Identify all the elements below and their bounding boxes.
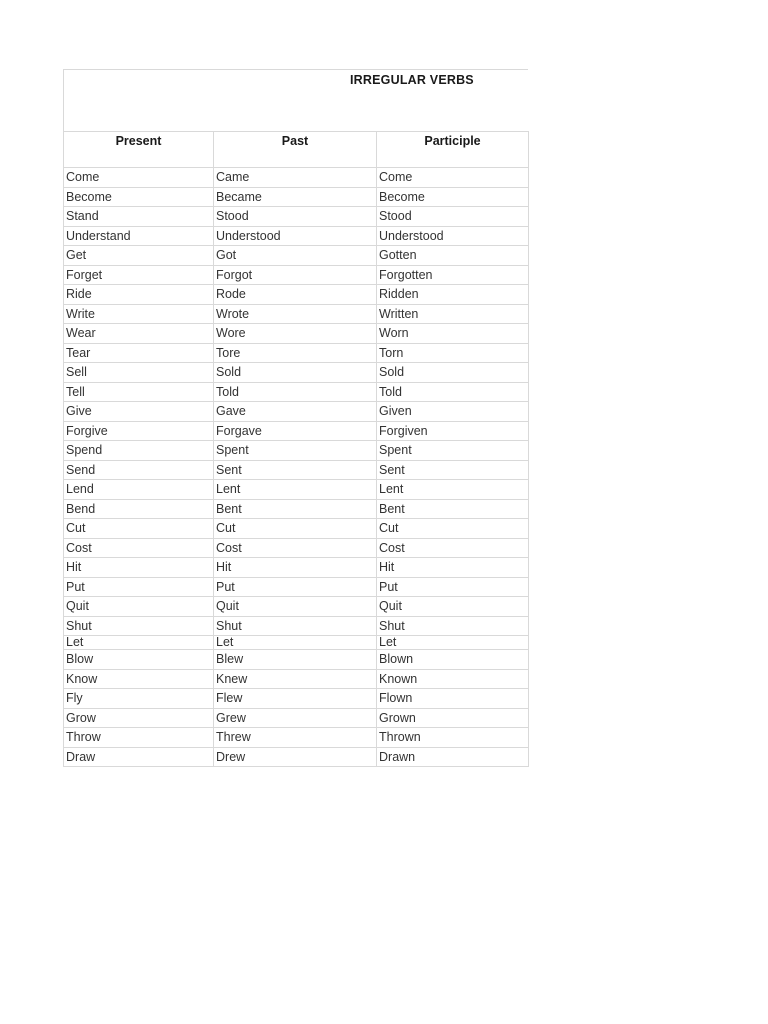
cell-past: Told <box>214 382 377 402</box>
cell-present: Grow <box>64 708 214 728</box>
cell-past: Rode <box>214 285 377 305</box>
table-row <box>64 650 529 670</box>
cell-present: Sell <box>64 363 214 383</box>
cell-present: Hit <box>64 558 214 578</box>
cell-past: Flew <box>214 689 377 709</box>
cell-participle: Cost <box>377 538 529 558</box>
table-row <box>64 558 529 578</box>
cell-present: Cut <box>64 519 214 539</box>
cell-past: Gave <box>214 402 377 422</box>
cell-participle: Spent <box>377 441 529 461</box>
cell-participle: Bent <box>377 499 529 519</box>
cell-present: Tear <box>64 343 214 363</box>
table-row <box>64 577 529 597</box>
cell-past: Understood <box>214 226 377 246</box>
cell-present: Blow <box>64 650 214 670</box>
table-row <box>64 669 529 689</box>
cell-past: Wrote <box>214 304 377 324</box>
cell-past: Knew <box>214 669 377 689</box>
cell-past: Shut <box>214 616 377 636</box>
cell-past: Sold <box>214 363 377 383</box>
table-row <box>64 747 529 767</box>
cell-participle: Flown <box>377 689 529 709</box>
cell-present: Understand <box>64 226 214 246</box>
table-row <box>64 265 529 285</box>
table-row <box>64 460 529 480</box>
table-row <box>64 480 529 500</box>
cell-present: Throw <box>64 728 214 748</box>
cell-present: Put <box>64 577 214 597</box>
header-participle: Participle <box>377 132 529 168</box>
cell-present: Come <box>64 168 214 188</box>
table-row <box>64 441 529 461</box>
cell-present: Fly <box>64 689 214 709</box>
cell-participle: Understood <box>377 226 529 246</box>
cell-participle: Drawn <box>377 747 529 767</box>
cell-participle: Forgiven <box>377 421 529 441</box>
table-row <box>64 616 529 636</box>
cell-past: Got <box>214 246 377 266</box>
cell-present: Cost <box>64 538 214 558</box>
cell-participle: Grown <box>377 708 529 728</box>
cell-present: Draw <box>64 747 214 767</box>
cell-participle: Let <box>377 636 529 650</box>
cell-past: Let <box>214 636 377 650</box>
cell-past: Hit <box>214 558 377 578</box>
cell-participle: Become <box>377 187 529 207</box>
cell-participle: Shut <box>377 616 529 636</box>
cell-present: Tell <box>64 382 214 402</box>
cell-past: Came <box>214 168 377 188</box>
cell-present: Forgive <box>64 421 214 441</box>
cell-past: Became <box>214 187 377 207</box>
title-row <box>63 69 528 131</box>
cell-present: Bend <box>64 499 214 519</box>
cell-past: Grew <box>214 708 377 728</box>
cell-past: Spent <box>214 441 377 461</box>
cell-participle: Thrown <box>377 728 529 748</box>
cell-present: Become <box>64 187 214 207</box>
cell-past: Sent <box>214 460 377 480</box>
table-row <box>64 246 529 266</box>
table-row <box>64 382 529 402</box>
cell-past: Threw <box>214 728 377 748</box>
cell-participle: Worn <box>377 324 529 344</box>
cell-past: Stood <box>214 207 377 227</box>
table-row <box>64 689 529 709</box>
cell-past: Quit <box>214 597 377 617</box>
cell-present: Wear <box>64 324 214 344</box>
cell-participle: Quit <box>377 597 529 617</box>
cell-past: Bent <box>214 499 377 519</box>
header-row <box>64 132 529 168</box>
cell-participle: Forgotten <box>377 265 529 285</box>
cell-present: Know <box>64 669 214 689</box>
table-row <box>64 421 529 441</box>
cell-participle: Come <box>377 168 529 188</box>
cell-present: Shut <box>64 616 214 636</box>
cell-participle: Given <box>377 402 529 422</box>
cell-participle: Sold <box>377 363 529 383</box>
cell-present: Get <box>64 246 214 266</box>
cell-participle: Blown <box>377 650 529 670</box>
table-row <box>64 285 529 305</box>
cell-past: Cut <box>214 519 377 539</box>
verbs-sheet <box>63 69 528 767</box>
table-row <box>64 363 529 383</box>
cell-past: Cost <box>214 538 377 558</box>
table-row <box>64 402 529 422</box>
table-row <box>64 226 529 246</box>
cell-participle: Gotten <box>377 246 529 266</box>
header-present: Present <box>64 132 214 168</box>
cell-past: Put <box>214 577 377 597</box>
cell-participle: Cut <box>377 519 529 539</box>
cell-past: Drew <box>214 747 377 767</box>
cell-present: Quit <box>64 597 214 617</box>
cell-past: Forgave <box>214 421 377 441</box>
table-row <box>64 187 529 207</box>
cell-present: Write <box>64 304 214 324</box>
cell-participle: Stood <box>377 207 529 227</box>
table-row <box>64 499 529 519</box>
table-row <box>64 343 529 363</box>
table-row <box>64 324 529 344</box>
cell-present: Let <box>64 636 214 650</box>
cell-participle: Known <box>377 669 529 689</box>
cell-present: Ride <box>64 285 214 305</box>
table-row <box>64 168 529 188</box>
verb-rows <box>64 168 529 767</box>
cell-participle: Lent <box>377 480 529 500</box>
cell-past: Lent <box>214 480 377 500</box>
table-row <box>64 207 529 227</box>
cell-participle: Told <box>377 382 529 402</box>
cell-past: Tore <box>214 343 377 363</box>
cell-participle: Written <box>377 304 529 324</box>
cell-present: Spend <box>64 441 214 461</box>
cell-present: Forget <box>64 265 214 285</box>
cell-past: Blew <box>214 650 377 670</box>
cell-present: Give <box>64 402 214 422</box>
verbs-table <box>63 131 529 767</box>
cell-participle: Hit <box>377 558 529 578</box>
table-row <box>64 708 529 728</box>
table-row <box>64 636 529 650</box>
table-row <box>64 728 529 748</box>
cell-present: Stand <box>64 207 214 227</box>
cell-past: Wore <box>214 324 377 344</box>
document-title: IRREGULAR VERBS <box>350 73 474 87</box>
cell-present: Lend <box>64 480 214 500</box>
cell-participle: Ridden <box>377 285 529 305</box>
cell-past: Forgot <box>214 265 377 285</box>
cell-participle: Torn <box>377 343 529 363</box>
cell-participle: Sent <box>377 460 529 480</box>
cell-participle: Put <box>377 577 529 597</box>
cell-present: Send <box>64 460 214 480</box>
table-row <box>64 519 529 539</box>
header-past: Past <box>214 132 377 168</box>
table-row <box>64 538 529 558</box>
table-row <box>64 597 529 617</box>
table-row <box>64 304 529 324</box>
